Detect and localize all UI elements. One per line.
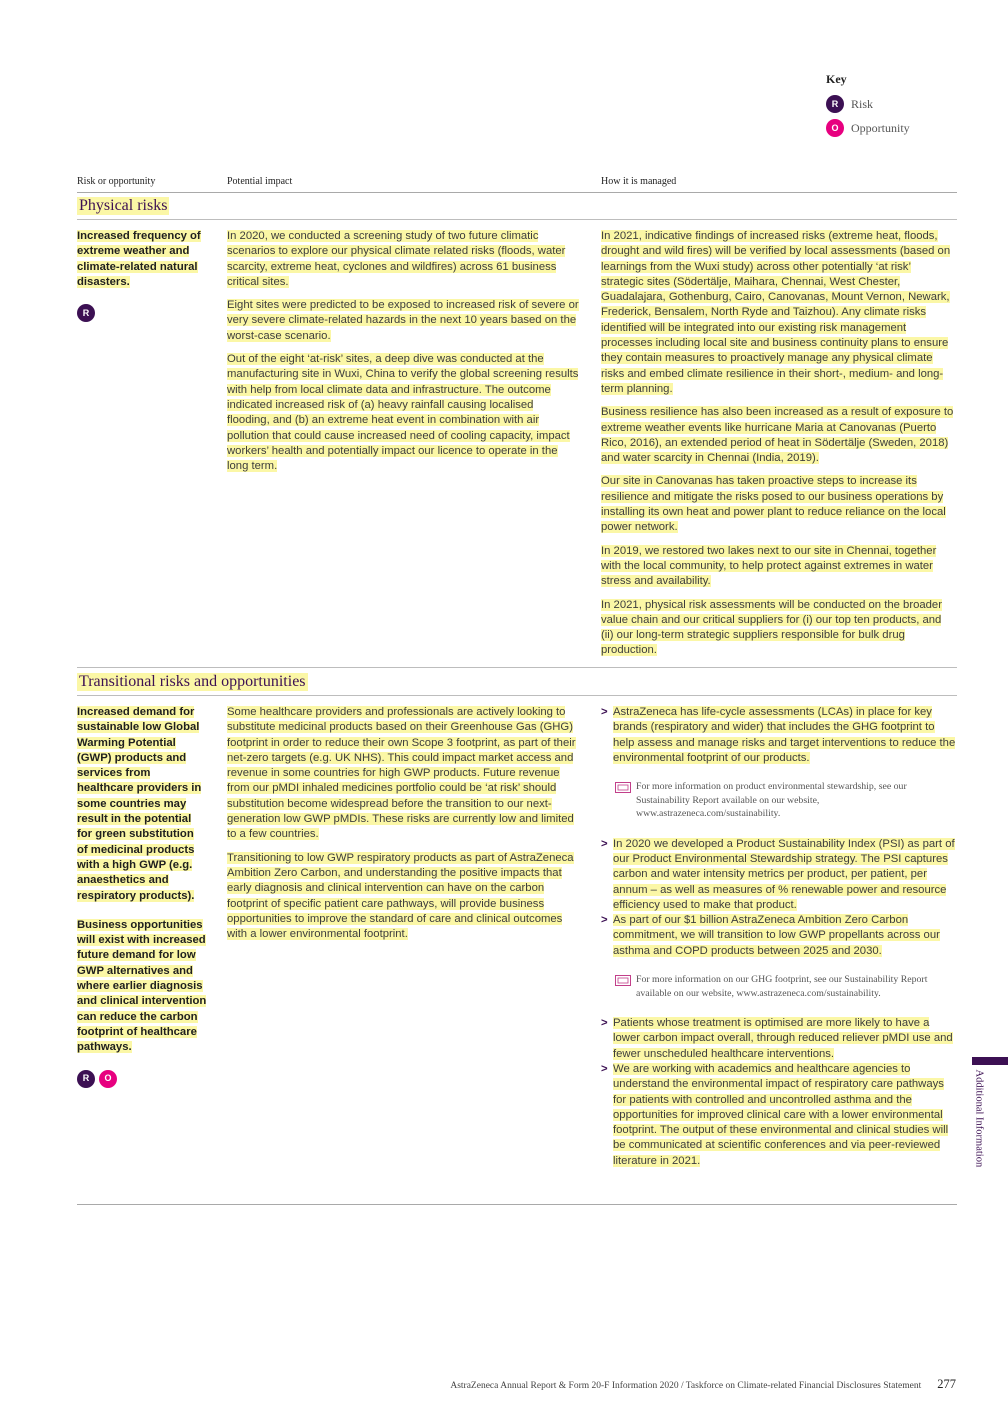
impact-paragraph: Eight sites were predicted to be exposed to increased risk of severe or very severe climate-related hazards in the next 10 years based on the worst-case scenario.	[227, 299, 579, 342]
opportunity-badge-icon: O	[826, 119, 844, 137]
managed-paragraph: In 2021, indicative findings of increased risks (extreme heat, floods, drought and wild fires) will be verified by local assessments (based on learnings from the Wuxi study) across other potentially ‘at risk’ strategic sites (Södertälje, Maihara, Chennai, West Chester, Guadalajara, Gothenburg, Cairo, Canovanas, Mount Vernon, Newark, Frederick, Bensalem, North Ryde and Taizhou). Any climate risks identified will be integrated into our existing risk management processes including local site and business continuity plans to ensure they contain measures to proactively manage any physical climate risks and embed climate resilience in their short-, medium- and long-term planning.	[601, 230, 951, 395]
key-item-risk	[826, 95, 910, 113]
impact-paragraph: Transitioning to low GWP respiratory products as part of AstraZeneca Ambition Zero Carbon, and understanding the positive impacts that early diagnosis and clinical intervention can have on the carbon footprint of specific patient care pathways, will provide business opportunities to improve the standard of care and clinical outcomes with a lower environmental footprint.	[227, 851, 574, 941]
managed-bullet	[601, 1062, 956, 1169]
chevron-right-icon: >	[601, 914, 608, 927]
document-link-icon	[615, 782, 631, 793]
physical-managed-cell	[601, 229, 956, 667]
section-tab-label	[964, 1069, 986, 1185]
impact-paragraph: Out of the eight ‘at-risk’ sites, a deep dive was conducted at the manufacturing site in Wuxi, China to verify the global screening results with help from local climate data and infrastructure. The outcome indicated increased risk of (a) heavy rainfall causing localised flooding, and (b) an extreme heat event in combination with air pollution that could cause increased need of cooling capacity, impact workers’ health and potentially impact our licence to operate in the long term.	[227, 353, 579, 473]
info-text: For more information on our GHG footprint, see our Sustainability Report available on our website, www.astrazeneca.com/sustainability.	[636, 974, 928, 999]
footer-text: AstraZeneca Annual Report & Form 20-F Information 2020 / Taskforce on Climate-related Financial Disclosures Statement	[450, 1381, 922, 1391]
badge-group	[77, 1070, 207, 1088]
section-title-transitional: Transitional risks and opportunities	[79, 673, 306, 690]
header-divider	[77, 192, 957, 193]
transitional-risk-text: Increased demand for sustainable low Global Warming Potential (GWP) products and services from healthcare providers in some countries may result in the potential for green substitution of medicinal products with a high GWP (e.g. anaesthetics and respiratory products).	[77, 706, 202, 902]
transitional-impact-cell	[227, 705, 579, 950]
column-header-managed: How it is managed	[601, 176, 677, 187]
bullet-text: In 2020 we developed a Product Sustainability Index (PSI) as part of our Product Environmental Stewardship strategy. The PSI captures carbon and water intensity metrics per product, per patient, per annum – as well as measures of % renewable power and resource efficiency used to make that product.	[613, 837, 955, 911]
key-legend	[826, 72, 910, 143]
impact-paragraph: Some healthcare providers and professionals are actively looking to substitute medicinal products based on their Greenhouse Gas (GHG) footprint in order to reduce their own Scope 3 footprint, as part of their net-zero targets (e.g. UK NHS). This could impact market access and revenue in some countries for high GWP products. Future revenue from our pMDI inhaled medicines portfolio could be ‘at risk’ should substitution become widespread before the transition to our next-generation low GWP pMDIs. These risks are currently low and limited to a few countries.	[227, 706, 576, 841]
bullet-text: We are working with academics and healthcare agencies to understand the environmental impact of respiratory care pathways for patients with controlled and uncontrolled asthma and the opportunities for improved clinical care with a lower environmental footprint. The output of these environmental and clinical studies will be communicated at scientific conferences and via peer-reviewed literature in 2021.	[613, 1062, 949, 1167]
chevron-right-icon: >	[601, 1062, 608, 1075]
key-item-opportunity	[826, 119, 910, 137]
managed-bullet	[601, 705, 956, 766]
transitional-opportunity-text: Business opportunities will exist with increased future demand for low GWP alternatives and where earlier diagnosis and clinical intervention can reduce the carbon footprint of healthcare pathways.	[77, 918, 207, 1054]
impact-paragraph: In 2020, we conducted a screening study of two future climatic scenarios to explore our physical climate related risks (floods, water scarcity, extreme heat, cyclones and wildfires) across 61 business critical sites.	[227, 230, 566, 288]
section-divider	[77, 219, 957, 220]
key-title: Key	[826, 72, 847, 86]
opportunity-badge-icon: O	[99, 1070, 117, 1088]
managed-bullet	[601, 913, 956, 959]
risk-badge-icon: R	[77, 1070, 95, 1088]
key-label-opportunity: Opportunity	[851, 120, 910, 135]
document-link-icon	[615, 975, 631, 986]
chevron-right-icon: >	[601, 706, 608, 718]
section-divider	[77, 695, 957, 696]
section-title-physical: Physical risks	[79, 197, 168, 214]
bullet-text: AstraZeneca has life-cycle assessments (LCAs) in place for key brands (respiratory and wider) that includes the GHG footprint to help assess and manage risks and target interventions to reduce the environmental footprint of our products.	[613, 706, 956, 764]
physical-risk-text: Increased frequency of extreme weather and climate-related natural disasters.	[77, 230, 201, 288]
info-note	[615, 780, 956, 821]
section-tab-marker	[972, 1057, 1008, 1065]
transitional-risk-cell	[77, 705, 207, 1088]
managed-paragraph: Our site in Canovanas has taken proactive steps to increase its resilience and mitigate the risks posed to our business operations by installing its own heat and power plant to reduce reliance on the local power network.	[601, 475, 946, 534]
info-text: For more information on product environmental stewardship, see our Sustainability Report available on our website, www.astrazeneca.com/sustainability.	[636, 781, 907, 820]
bullet-text: As part of our $1 billion AstraZeneca Ambition Zero Carbon commitment, we will transition to low GWP propellants across our asthma and COPD products between 2025 and 2030.	[613, 914, 940, 957]
risk-badge-icon: R	[826, 95, 844, 113]
chevron-right-icon: >	[601, 1017, 608, 1030]
bullet-text: Patients whose treatment is optimised are more likely to have a lower carbon impact overall, through reduced reliever pMDI use and fewer unscheduled healthcare interventions.	[613, 1017, 953, 1060]
managed-bullet	[601, 1016, 956, 1062]
key-label-risk: Risk	[851, 96, 874, 111]
managed-paragraph: Business resilience has also been increased as a result of exposure to extreme weather events like hurricane Maria at Canovanas (Puerto Rico, 2016), an extended period of heat in Södertälje (Sweden, 2018) and water scarcity in Chennai (India, 2019).	[601, 406, 954, 465]
section-tab-text: Additional Information	[973, 1069, 985, 1168]
page-number: 277	[937, 1377, 956, 1391]
managed-paragraph: In 2021, physical risk assessments will be conducted on the broader value chain and our critical suppliers for (i) our top ten products, and (ii) our long-term strategic suppliers responsible for bulk drug production.	[601, 598, 942, 657]
risk-badge-icon: R	[77, 304, 95, 322]
table-bottom-divider	[77, 1204, 957, 1205]
managed-bullet	[601, 837, 956, 913]
row-divider	[77, 667, 957, 668]
physical-risk-cell	[77, 229, 207, 322]
column-header-risk: Risk or opportunity	[77, 176, 156, 187]
chevron-right-icon: >	[601, 837, 608, 850]
transitional-managed-cell	[601, 705, 956, 1169]
column-header-impact: Potential impact	[227, 176, 293, 187]
page-footer	[450, 1377, 956, 1392]
physical-impact-cell	[227, 229, 579, 482]
info-note	[615, 973, 956, 1000]
managed-paragraph: In 2019, we restored two lakes next to our site in Chennai, together with the local community, to help protect against extremes in water stress and availability.	[601, 544, 937, 588]
